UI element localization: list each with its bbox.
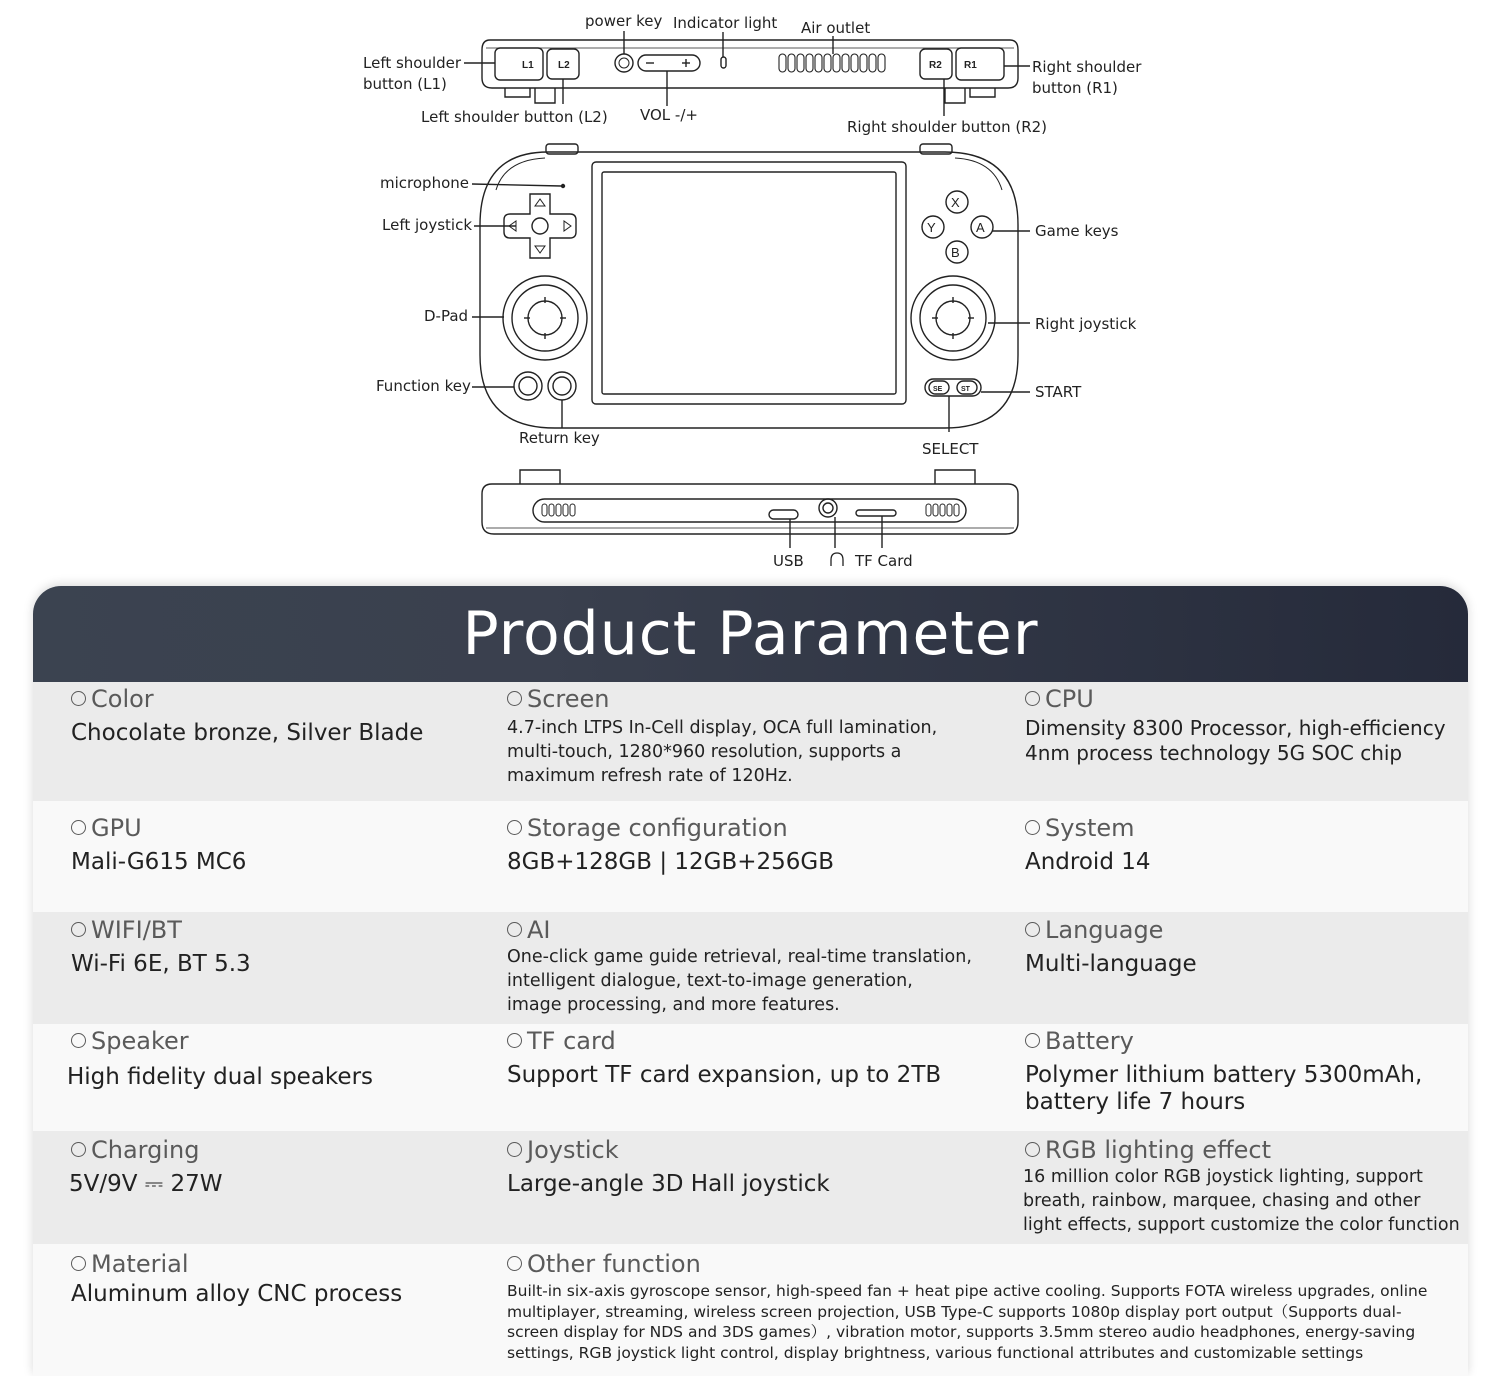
y-mark: Y — [927, 220, 936, 235]
param-value: Dimensity 8300 Processor, high-efficiency 4nm process technology 5G SOC chip — [1025, 716, 1446, 765]
param-rgb-lighting — [1025, 1135, 1460, 1237]
circle-bullet-icon — [507, 1033, 522, 1048]
param-value: Large-angle 3D Hall joystick — [507, 1171, 830, 1197]
param-title: Storage configuration — [527, 814, 788, 842]
param-joystick — [507, 1135, 830, 1198]
param-title: Language — [1045, 916, 1164, 944]
param-tf-card — [507, 1026, 941, 1089]
param-title: Joystick — [527, 1136, 619, 1164]
param-row — [33, 1131, 1468, 1244]
x-mark: X — [951, 195, 960, 210]
param-value: Wi-Fi 6E, BT 5.3 — [71, 951, 251, 977]
bottom-view — [482, 470, 1018, 566]
label-function-key: Function key — [376, 377, 471, 395]
usb-port-shape — [769, 510, 798, 519]
param-title: TF card — [527, 1027, 616, 1055]
label-right-shoulder-r2: Right shoulder button (R2) — [847, 118, 1048, 136]
param-gpu — [71, 813, 246, 876]
param-value: Chocolate bronze, Silver Blade — [71, 720, 424, 746]
r1-mark: R1 — [964, 60, 977, 71]
label-d-pad: D-Pad — [424, 307, 469, 325]
param-value: Support TF card expansion, up to 2TB — [507, 1062, 942, 1088]
front-view — [472, 144, 1030, 432]
label-left-shoulder-l2: Left shoulder button (L2) — [421, 108, 608, 126]
st-mark: ST — [961, 386, 970, 393]
b-mark: B — [951, 245, 960, 260]
param-row — [33, 912, 1468, 1024]
param-row — [33, 682, 1468, 801]
right-stick-shape — [911, 276, 995, 360]
param-speaker — [67, 1026, 374, 1091]
headphone-icon — [831, 553, 843, 566]
param-charging — [71, 1135, 222, 1198]
param-title: Other function — [527, 1250, 701, 1278]
circle-bullet-icon — [71, 922, 86, 937]
label-select: SELECT — [922, 440, 979, 458]
param-value: Multi-language — [1025, 951, 1197, 977]
speaker-grill-left — [542, 504, 575, 516]
param-battery — [1025, 1026, 1422, 1116]
label-usb: USB — [773, 552, 804, 570]
param-title: Screen — [527, 685, 610, 713]
circle-bullet-icon — [1025, 922, 1040, 937]
indicator-light-shape — [721, 57, 726, 68]
param-title: WIFI/BT — [91, 916, 182, 944]
label-vol: VOL -/+ — [640, 106, 698, 124]
circle-bullet-icon — [507, 691, 522, 706]
param-value: 4.7-inch LTPS In-Cell display, OCA full lamination, multi-touch, 1280*960 resolution, supports a maximum refresh rate of 120Hz. — [507, 718, 938, 786]
device-line-drawing — [0, 0, 1500, 580]
screen-display — [602, 172, 896, 394]
circle-bullet-icon — [1025, 1033, 1040, 1048]
param-title: RGB lighting effect — [1045, 1136, 1271, 1164]
param-value: One-click game guide retrieval, real-time translation, intelligent dialogue, text-to-image generation, image processing, and more features. — [507, 947, 972, 1015]
device-diagram — [0, 0, 1500, 580]
circle-bullet-icon — [507, 922, 522, 937]
label-return-key: Return key — [519, 429, 600, 447]
param-title: Battery — [1045, 1027, 1134, 1055]
label-tf-card: TF Card — [855, 552, 913, 570]
param-material — [71, 1249, 402, 1308]
param-value: Aluminum alloy CNC process — [71, 1281, 403, 1307]
label-right-shoulder-r1-line2: button (R1) — [1032, 79, 1118, 97]
param-language — [1025, 915, 1197, 978]
product-parameter-panel — [33, 586, 1468, 1376]
param-row — [33, 801, 1468, 912]
panel-title: Product Parameter — [33, 586, 1468, 682]
r2-mark: R2 — [929, 60, 942, 71]
param-ai — [507, 915, 972, 1017]
param-screen — [507, 684, 937, 788]
param-value: 8GB+128GB | 12GB+256GB — [507, 849, 835, 875]
function-key-shape — [514, 372, 542, 400]
param-row — [33, 1024, 1468, 1131]
left-stick-shape — [503, 276, 587, 360]
l1-button-shape — [495, 48, 543, 80]
param-wifi-bt — [71, 915, 251, 978]
param-title: CPU — [1045, 685, 1094, 713]
label-game-keys: Game keys — [1035, 222, 1119, 240]
label-left-shoulder-l1-line2: button (L1) — [363, 75, 447, 93]
param-value: Built-in six-axis gyroscope sensor, high-speed fan + heat pipe active cooling. Supports FOTA wireless upgrades, online multiplayer, streaming, wireless screen projection, USB Type-C supports 1080p display port output（Supports dual- screen display for NDS and 3DS games）, vibration motor, supports 3.5mm stereo audio headphones, energy-saving settings, RGB joystick light control, display brightness, various functional attributes and customizable settings — [507, 1282, 1428, 1362]
param-value: 5V/9V ⎓ 27W — [69, 1171, 223, 1197]
circle-bullet-icon — [507, 820, 522, 835]
param-value: Polymer lithium battery 5300mAh, battery life 7 hours — [1025, 1062, 1423, 1115]
param-row — [33, 1244, 1468, 1376]
label-right-joystick: Right joystick — [1035, 315, 1137, 333]
circle-bullet-icon — [71, 1142, 86, 1157]
param-other-function — [507, 1249, 1427, 1363]
audio-jack-shape — [819, 499, 837, 517]
return-key-shape — [548, 372, 576, 400]
param-cpu — [1025, 684, 1446, 766]
param-color — [71, 684, 423, 747]
param-title: System — [1045, 814, 1135, 842]
circle-bullet-icon — [1025, 1142, 1040, 1157]
label-air-outlet: Air outlet — [801, 19, 871, 37]
label-microphone: microphone — [380, 174, 469, 192]
param-title: GPU — [91, 814, 142, 842]
power-button-shape — [615, 54, 633, 72]
speaker-grill-right — [926, 504, 959, 516]
a-mark: A — [976, 220, 985, 235]
l2-mark: L2 — [558, 60, 570, 71]
param-value: Mali-G615 MC6 — [71, 849, 247, 875]
label-right-shoulder-r1-line1: Right shoulder — [1032, 58, 1142, 76]
air-outlet-shape — [779, 54, 885, 72]
circle-bullet-icon — [507, 1256, 522, 1271]
circle-bullet-icon — [71, 1033, 86, 1048]
label-left-shoulder-l1-line1: Left shoulder — [363, 54, 462, 72]
circle-bullet-icon — [1025, 820, 1040, 835]
param-value: Android 14 — [1025, 849, 1151, 875]
circle-bullet-icon — [1025, 691, 1040, 706]
se-mark: SE — [933, 386, 943, 393]
param-storage — [507, 813, 834, 876]
circle-bullet-icon — [71, 691, 86, 706]
circle-bullet-icon — [71, 1256, 86, 1271]
tf-card-slot-shape — [856, 510, 896, 516]
label-left-joystick: Left joystick — [382, 216, 473, 234]
param-title: Speaker — [91, 1027, 189, 1055]
param-value: 16 million color RGB joystick lighting, support breath, rainbow, marquee, chasing and other light effects, support customize the color function — [1023, 1167, 1460, 1235]
l1-mark: L1 — [522, 60, 534, 71]
screen-bezel — [592, 162, 906, 404]
label-indicator-light: Indicator light — [673, 14, 778, 32]
label-start: START — [1035, 383, 1082, 401]
param-value: High fidelity dual speakers — [67, 1064, 374, 1090]
param-title: Material — [91, 1250, 189, 1278]
param-system — [1025, 813, 1151, 876]
param-title: AI — [527, 916, 551, 944]
param-title: Color — [91, 685, 154, 713]
param-title: Charging — [91, 1136, 200, 1164]
circle-bullet-icon — [71, 820, 86, 835]
top-view — [464, 31, 1030, 116]
label-power-key: power key — [585, 12, 663, 30]
circle-bullet-icon — [507, 1142, 522, 1157]
